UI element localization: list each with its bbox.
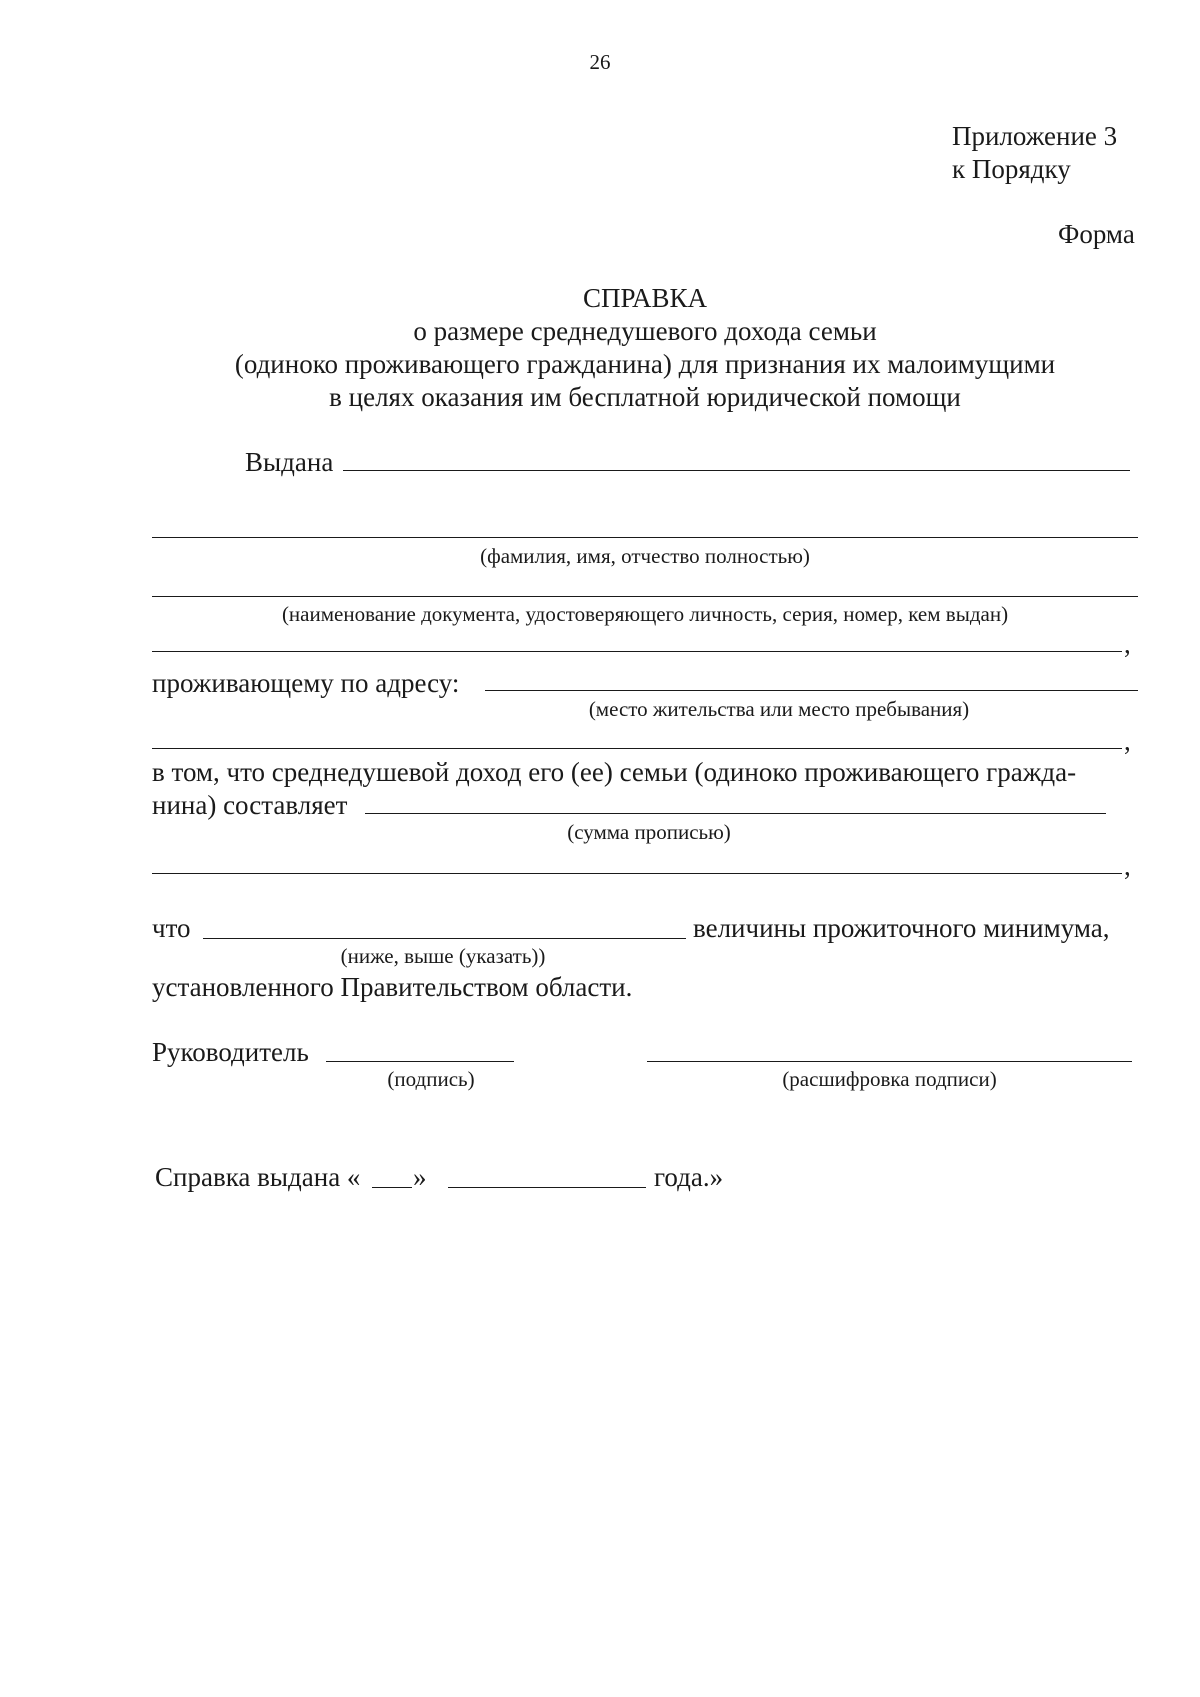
fio-caption: (фамилия, имя, отчество полностью) <box>480 544 810 568</box>
page-number: 26 <box>589 50 611 74</box>
comma-1: , <box>1124 629 1131 659</box>
sum-continuation-line[interactable] <box>152 873 1122 874</box>
sum-caption: (сумма прописью) <box>567 820 731 844</box>
title-line-2: (одиноко проживающего гражданина) для признания их малоимущими <box>234 349 1056 379</box>
income-text-line-2: нина) составляет <box>152 790 348 820</box>
income-sum-line[interactable] <box>365 813 1106 814</box>
comma-3: , <box>1124 851 1131 881</box>
form-label: Форма <box>1058 219 1135 249</box>
issued-month-line[interactable] <box>448 1187 646 1188</box>
that-label: что <box>152 913 191 943</box>
head-label: Руководитель <box>152 1037 309 1067</box>
issued-label: Выдана <box>245 447 334 477</box>
title-line-1: о размере среднедушевого дохода семьи <box>413 316 877 346</box>
document-caption: (наименование документа, удостоверяющего личность, серия, номер, кем выдан) <box>281 602 1009 626</box>
signature-line[interactable] <box>326 1061 514 1062</box>
issued-to-line[interactable] <box>343 470 1130 471</box>
comma-2: , <box>1124 726 1131 756</box>
signature-decode-caption: (расшифровка подписи) <box>782 1067 997 1091</box>
fio-line[interactable] <box>152 537 1138 538</box>
signature-caption: (подпись) <box>387 1067 475 1091</box>
appendix-line-1: Приложение 3 <box>952 121 1118 151</box>
title-line-3: в целях оказания им бесплатной юридической помощи <box>329 382 961 412</box>
address-caption: (место жительства или место пребывания) <box>588 697 970 721</box>
document-continuation-line[interactable] <box>152 651 1122 652</box>
address-label: проживающему по адресу: <box>152 668 460 698</box>
issued-date-suffix: года.» <box>654 1162 724 1192</box>
issued-date-mid: » <box>413 1162 427 1192</box>
issued-date-prefix: Справка выдана « <box>155 1162 361 1192</box>
appendix-line-2: к Порядку <box>952 154 1071 184</box>
established-text: установленного Правительством области. <box>152 972 633 1002</box>
document-line[interactable] <box>152 596 1138 597</box>
subsistence-text: величины прожиточного минимума, <box>693 913 1110 943</box>
signature-decode-line[interactable] <box>647 1061 1132 1062</box>
compare-caption: (ниже, выше (указать)) <box>340 944 546 968</box>
compare-line[interactable] <box>203 938 686 939</box>
issued-day-line[interactable] <box>372 1187 412 1188</box>
document-title: СПРАВКА <box>582 283 708 313</box>
address-line[interactable] <box>485 690 1138 691</box>
address-continuation-line[interactable] <box>152 748 1122 749</box>
income-text-line-1: в том, что среднедушевой доход его (ее) семьи (одиноко проживающего гражда- <box>152 757 1077 787</box>
